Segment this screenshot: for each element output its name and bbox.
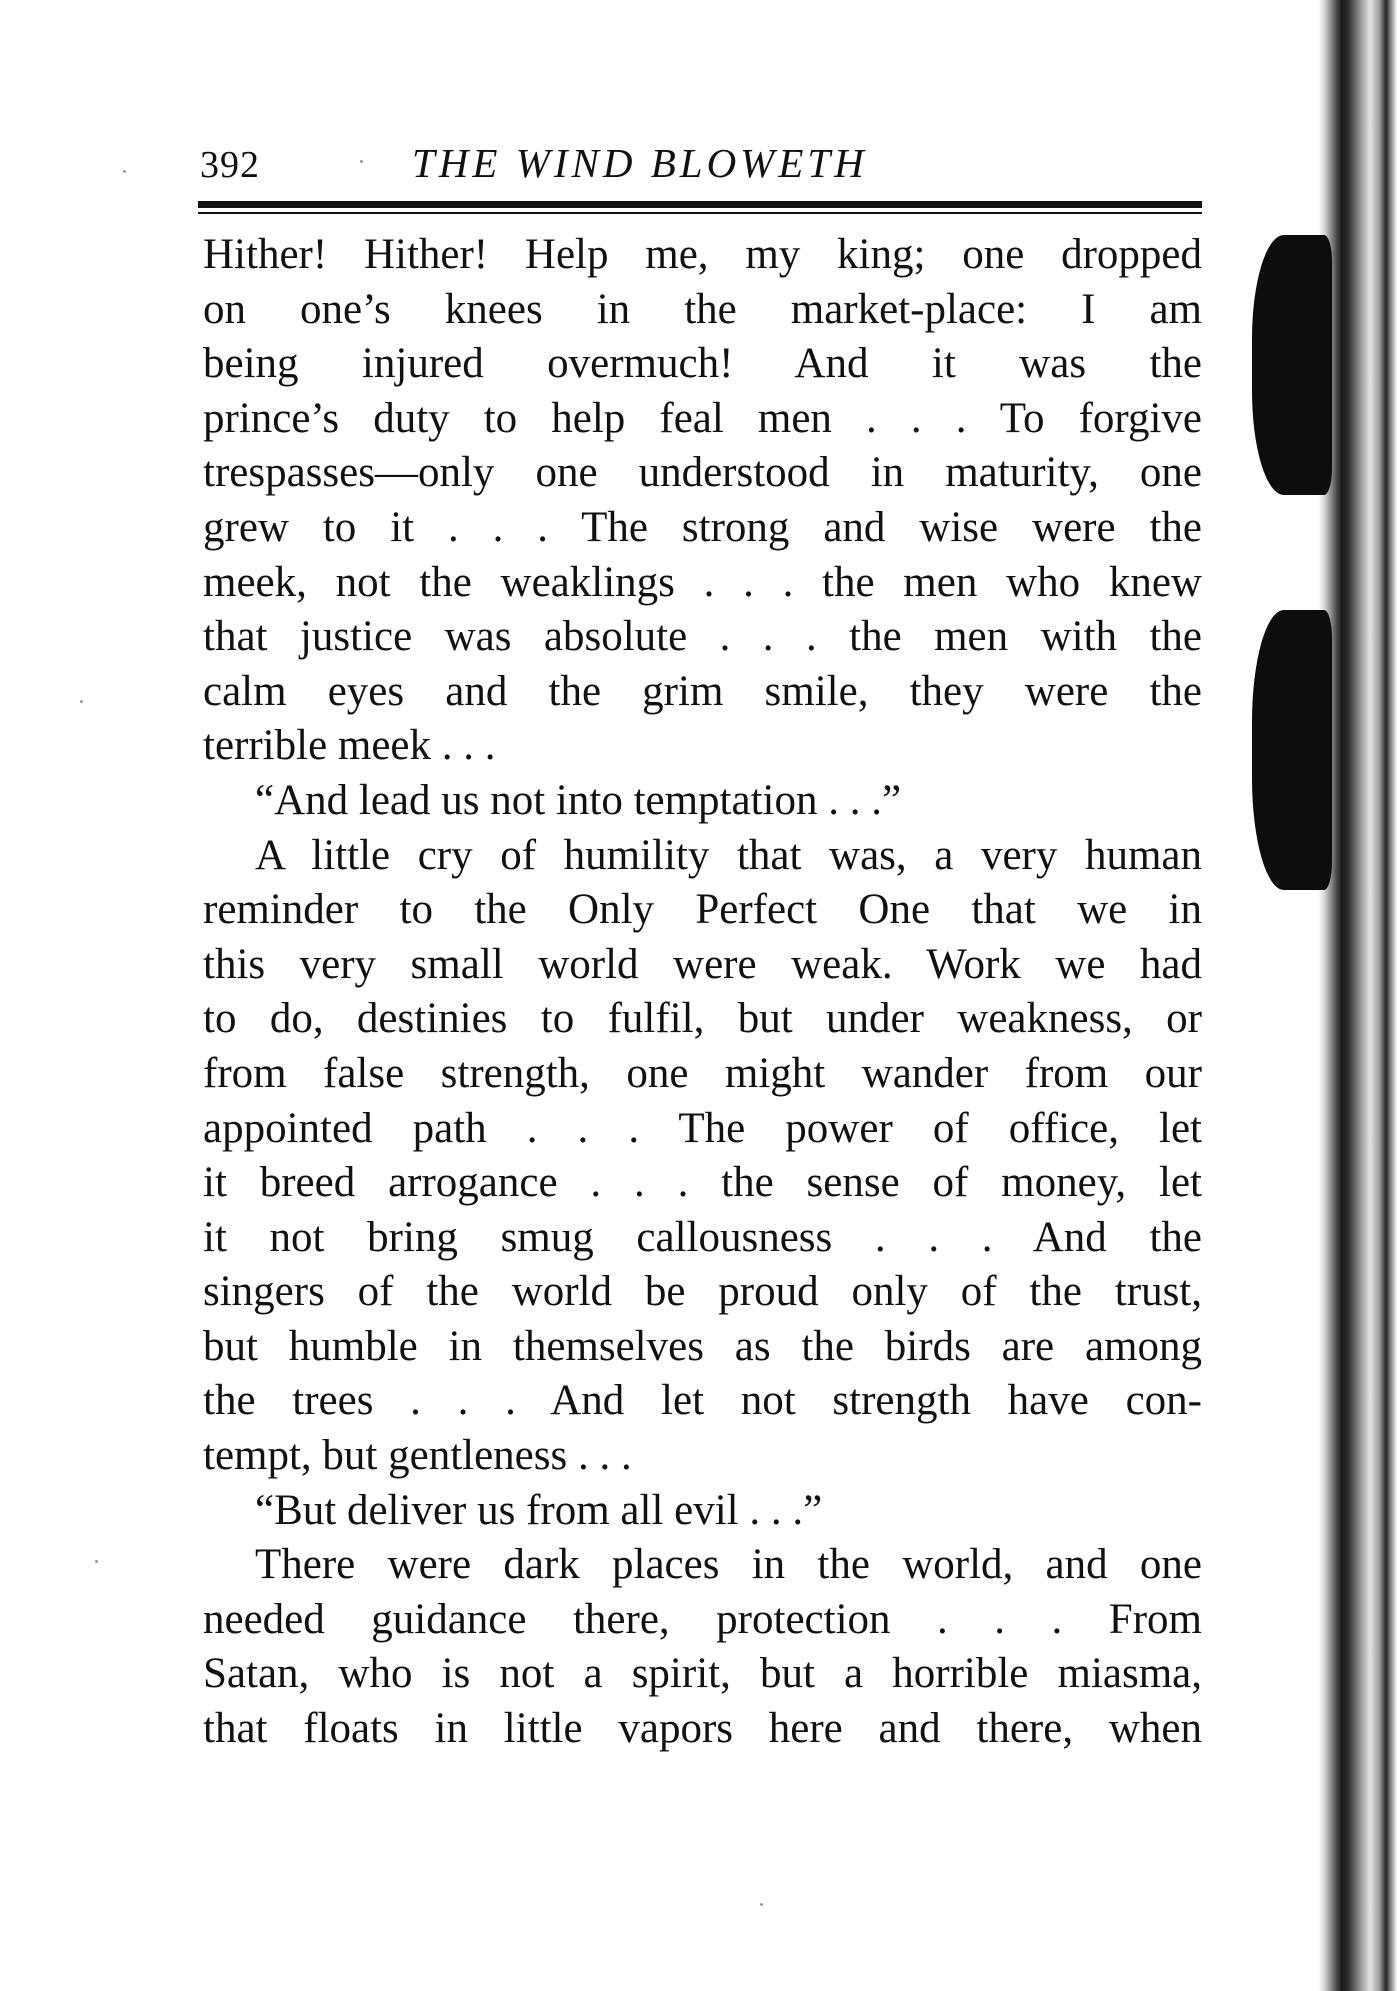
paper-speck <box>95 1560 98 1563</box>
text-line: grew to it . . . The strong and wise were the <box>203 503 1202 551</box>
text-line: “And lead us not into temptation . . .” <box>255 776 902 824</box>
text-line: but humble in themselves as the birds are among <box>203 1322 1202 1370</box>
paper-speck <box>80 700 83 703</box>
text-line: to do, destinies to fulfil, but under weakness, or <box>203 995 1202 1043</box>
text-line: that justice was absolute . . . the men with the <box>203 613 1202 661</box>
text-line: the trees . . . And let not strength have con- <box>203 1377 1202 1425</box>
running-title: THE WIND BLOWETH <box>412 140 868 186</box>
text-line: Satan, who is not a spirit, but a horrible miasma, <box>203 1650 1202 1698</box>
text-line: “But deliver us from all evil . . .” <box>255 1486 823 1534</box>
text-line: terrible meek . . . <box>203 722 496 770</box>
text-line: on one’s knees in the market-place: I am <box>203 285 1202 333</box>
text-line: needed guidance there, protection . . . From <box>203 1595 1202 1643</box>
binding-shadow-blot <box>1252 235 1332 495</box>
text-line: There were dark places in the world, and one <box>255 1541 1202 1589</box>
text-line: from false strength, one might wander from our <box>203 1049 1202 1097</box>
text-line: it breed arrogance . . . the sense of money, let <box>203 1159 1202 1207</box>
page-number: 392 <box>200 144 260 186</box>
text-line: that floats in little vapors here and there, when <box>203 1705 1202 1753</box>
text-line: singers of the world be proud only of the trust, <box>203 1268 1202 1316</box>
binding-shadow-blot <box>1252 610 1332 890</box>
text-line: prince’s duty to help feal men . . . To forgive <box>203 394 1202 442</box>
text-line: being injured overmuch! And it was the <box>203 340 1202 388</box>
header-rule-thin <box>198 212 1202 214</box>
paper-speck <box>760 1903 763 1906</box>
text-line: trespasses—only one understood in maturity, one <box>203 449 1202 497</box>
text-line: tempt, but gentleness . . . <box>203 1432 632 1480</box>
text-line: meek, not the weaklings . . . the men who knew <box>203 558 1202 606</box>
text-line: calm eyes and the grim smile, they were the <box>203 667 1202 715</box>
paper-speck <box>123 170 126 173</box>
text-line: this very small world were weak. Work we had <box>203 940 1202 988</box>
text-line: A little cry of humility that was, a very human <box>255 831 1202 879</box>
text-line: appointed path . . . The power of office, let <box>203 1104 1202 1152</box>
text-line: reminder to the Only Perfect One that we in <box>203 886 1202 934</box>
body-text <box>203 228 1202 1757</box>
text-line: it not bring smug callousness . . . And the <box>203 1213 1202 1261</box>
paper-speck <box>360 160 363 163</box>
text-line: Hither! Hither! Help me, my king; one dropped <box>203 231 1202 278</box>
header-rule-thick <box>198 201 1202 208</box>
